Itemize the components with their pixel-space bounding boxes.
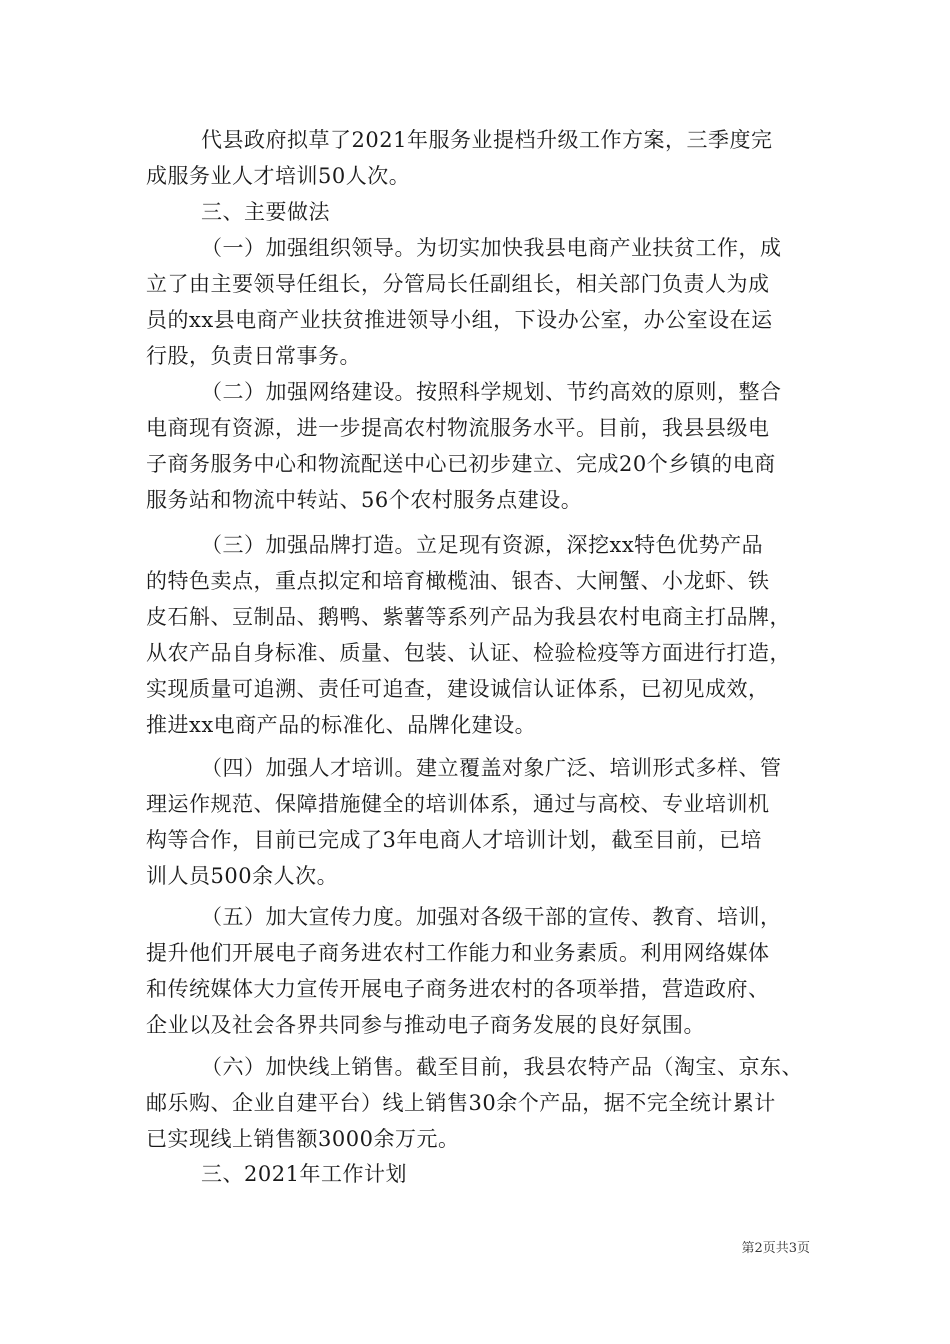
paragraph-line: 员的xx县电商产业扶贫推进领导小组，下设办公室，办公室设在运 (146, 308, 773, 332)
paragraph-line: 成服务业人才培训50人次。 (146, 164, 411, 188)
paragraph-line: 代县政府拟草了2021年服务业提档升级工作方案，三季度完 (201, 128, 773, 152)
paragraph-line: 构等合作，目前已完成了3年电商人才培训计划，截至目前，已培 (146, 828, 762, 852)
paragraph-line: 理运作规范、保障措施健全的培训体系，通过与高校、专业培训机 (146, 792, 770, 816)
paragraph-line: 企业以及社会各界共同参与推动电子商务发展的良好氛围。 (146, 1013, 705, 1037)
paragraph-line: 子商务服务中心和物流配送中心已初步建立、完成20个乡镇的电商 (146, 452, 776, 476)
paragraph-line: （三）加强品牌打造。立足现有资源，深挖xx特色优势产品 (201, 533, 764, 557)
paragraph-line: 服务站和物流中转站、56个农村服务点建设。 (146, 488, 583, 512)
paragraph-line: 实现质量可追溯、责任可追查，建设诚信认证体系，已初见成效， (146, 677, 770, 701)
paragraph-line: 已实现线上销售额3000余万元。 (146, 1127, 460, 1151)
section-heading: 三、主要做法 (201, 200, 330, 224)
paragraph-line: 和传统媒体大力宣传开展电子商务进农村的各项举措，营造政府、 (146, 977, 770, 1001)
paragraph-line: 的特色卖点，重点拟定和培育橄榄油、银杏、大闸蟹、小龙虾、铁 (146, 569, 770, 593)
paragraph-line: 推进xx电商产品的标准化、品牌化建设。 (146, 713, 537, 737)
paragraph-line: （二）加强网络建设。按照科学规划、节约高效的原则，整合 (201, 380, 782, 404)
paragraph-line: （六）加快线上销售。截至目前，我县农特产品（淘宝、京东、 (201, 1055, 803, 1079)
paragraph-line: （五）加大宣传力度。加强对各级干部的宣传、教育、培训， (201, 905, 782, 929)
paragraph-line: 从农产品自身标准、质量、包装、认证、检验检疫等方面进行打造， (146, 641, 791, 665)
paragraph-line: 行股，负责日常事务。 (146, 344, 361, 368)
paragraph-line: 电商现有资源，进一步提高农村物流服务水平。目前，我县县级电 (146, 416, 770, 440)
paragraph-line: 提升他们开展电子商务进农村工作能力和业务素质。利用网络媒体 (146, 941, 770, 965)
paragraph-line: 训人员500余人次。 (146, 864, 339, 888)
paragraph-line: 皮石斛、豆制品、鹅鸭、紫薯等系列产品为我县农村电商主打品牌， (146, 605, 791, 629)
paragraph-line: （一）加强组织领导。为切实加快我县电商产业扶贫工作，成 (201, 236, 782, 260)
paragraph-line: 邮乐购、企业自建平台）线上销售30余个产品，据不完全统计累计 (146, 1091, 776, 1115)
paragraph-line: 立了由主要领导任组长，分管局长任副组长，相关部门负责人为成 (146, 272, 770, 296)
section-heading: 三、2021年工作计划 (201, 1162, 407, 1186)
page-number: 第2页共3页 (741, 1241, 810, 1256)
paragraph-line: （四）加强人才培训。建立覆盖对象广泛、培训形式多样、管 (201, 756, 782, 780)
